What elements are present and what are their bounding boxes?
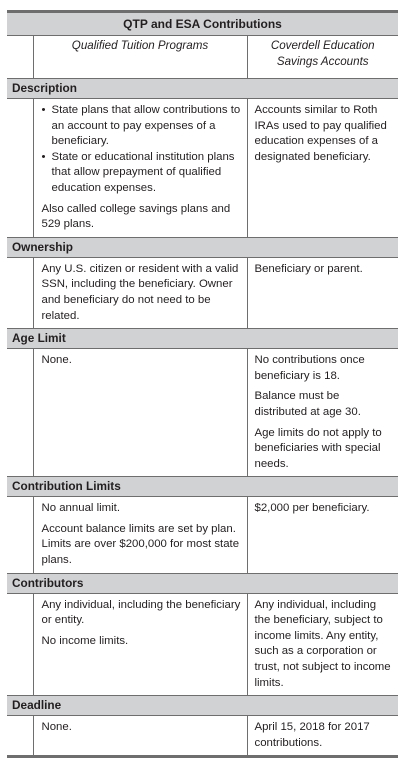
gutter-cell [7,593,33,696]
table-title: QTP and ESA Contributions [7,12,398,36]
gutter-cell [7,497,33,573]
section-label: Description [7,79,398,99]
cell-text: Beneficiary or parent. [254,262,363,275]
section-label: Deadline [7,696,398,716]
table-row [7,349,398,477]
gutter-cell [7,349,33,477]
table-row [7,497,398,573]
list-item: • State or educational institution plans that allow prepayment of qualified education expenses. [42,150,241,197]
list-item: • State plans that allow contributions to an account to pay expenses of a beneficiary. [42,103,241,150]
cell-text: None. [41,721,72,734]
cell-text: Balance must be distributed at age 30. [254,390,361,418]
cell-text: Age limits do not apply to beneficiaries with special needs. [254,426,382,470]
age-limit-qtp-cell [33,349,247,477]
contributions-table-container [7,10,398,758]
column-header-qtp: Qualified Tuition Programs [33,36,247,79]
section-header-age-limit [7,329,398,349]
section-header-contributors [7,573,398,593]
deadline-qtp-cell [33,716,247,757]
cell-text: Any individual, including the beneficiary or entity. [41,598,241,627]
cell-text: April 15, 2018 for 2017 contributions. [254,721,370,749]
cell-text: No contributions once beneficiary is 18. [254,354,365,382]
column-header-row [7,36,398,79]
table-row [7,716,398,757]
gutter-cell [7,99,33,238]
section-label: Contributors [7,573,398,593]
contributions-table [7,10,398,758]
deadline-esa-cell [247,716,398,757]
ownership-qtp-cell [33,257,247,328]
section-header-description [7,79,398,99]
cell-text: Any U.S. citizen or resident with a valid SSN, including the beneficiary. Owner and beneficiary do not need to be related. [41,262,239,322]
contributors-qtp-cell [33,593,247,696]
section-label: Contribution Limits [7,477,398,497]
section-header-ownership [7,237,398,257]
cell-text: No income limits. [41,634,129,647]
cell-text: Account balance limits are set by plan. Limits are over $200,000 for most state plans. [41,522,240,567]
bullet-list [42,103,241,197]
contributors-esa-cell [247,593,398,696]
contribution-limits-esa-cell [247,497,398,573]
table-row [7,99,398,238]
ownership-esa-cell [247,257,398,328]
column-header-esa: Coverdell Education Savings Accounts [247,36,398,79]
section-header-deadline [7,696,398,716]
description-qtp-cell [33,99,247,238]
cell-text: Any individual, including the beneficiary, subject to income limits. Any entity, such as a corporation or trust, not subject to income limits. [254,598,391,689]
cell-text: No annual limit. [41,502,121,515]
description-note: Also called college savings plans and 529 plans. [41,202,231,231]
age-limit-esa-cell [247,349,398,477]
cell-text: $2,000 per beneficiary. [254,502,370,515]
section-header-contribution-limits [7,477,398,497]
section-label: Age Limit [7,329,398,349]
description-esa-cell [247,99,398,238]
table-row [7,257,398,328]
table-row [7,593,398,696]
cell-text: None. [41,354,72,367]
section-label: Ownership [7,237,398,257]
cell-text: Accounts similar to Roth IRAs used to pay qualified education expenses of a designated beneficiary. [254,104,387,163]
contribution-limits-qtp-cell [33,497,247,573]
gutter-cell [7,716,33,757]
table-title-row [7,12,398,36]
gutter-cell [7,36,33,79]
gutter-cell [7,257,33,328]
